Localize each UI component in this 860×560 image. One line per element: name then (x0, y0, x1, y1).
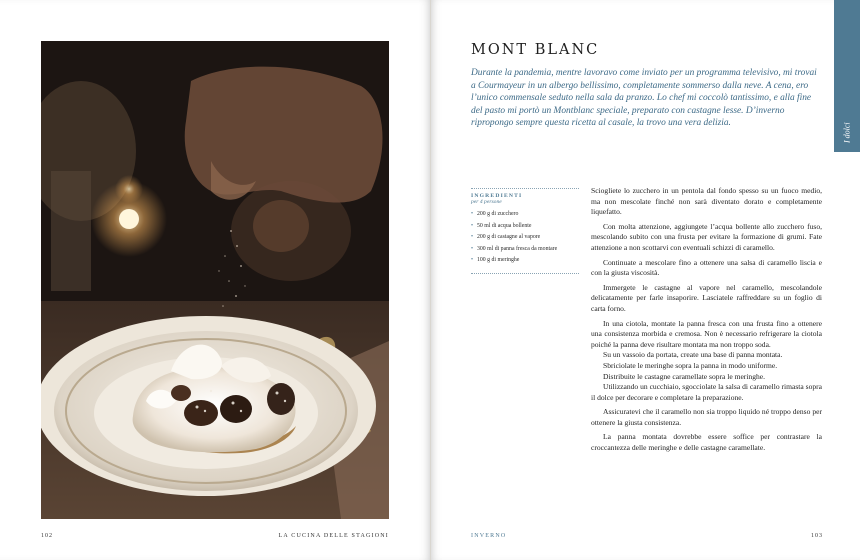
method-step: Assicuratevi che il caramello non sia troppo liquido né troppo denso per ottenere la giusta consistenza. (591, 407, 822, 427)
ingredients-list (471, 209, 579, 267)
right-page (431, 0, 860, 560)
method-step: Utilizzando un cucchiaio, sgocciolate la salsa di caramello rimasta sopra il dolce per decorare e completare la preparazione. (591, 382, 822, 402)
method-step: La panna montata dovrebbe essere soffice per contrastare la croccantezza delle meringhe e delle castagne caramellate. (591, 432, 822, 453)
method-text (591, 186, 822, 454)
recipe-intro: Durante la pandemia, mentre lavoravo come inviato per un programma televisivo, mi trovai a Courmayeur in un albergo bellissimo, completamente sommerso dalla neve. A cena, ero l’unico commensale seduto nella sala da pranzo. Lo chef mi coccolò tantissimo, e alla fine del pasto mi portò un Montblanc speciale, preparato con castagne lesse. D’inverno ripropongo sempre questa ricetta al casale, la trovo una vera delizia. (471, 68, 817, 129)
dessert-photo-illustration (41, 41, 389, 519)
running-title: LA CUCINA DELLE STAGIONI (278, 533, 389, 539)
left-folio (41, 533, 389, 545)
method-step: Su un vassoio da portata, create una base di panna montata. (603, 350, 783, 360)
ingredient-item: • 100 g di meringhe (471, 257, 520, 264)
ingredient-item: • 300 ml di panna fresca da montare (471, 245, 558, 252)
ingredient-item: • 200 g di zucchero (471, 211, 519, 217)
chapter-tab (834, 0, 860, 152)
ingredient-item: • 200 g di castagne al vapore (471, 234, 541, 241)
method-step: Continuate a mescolare fino a ottenere una salsa di caramello liscia e con la giusta viscosità. (591, 257, 822, 278)
ingredients-serves: per 4 persone (471, 199, 502, 205)
method-step: In una ciotola, montate la panna fresca con una frusta fino a ottenere una consistenza morbida e cremosa. Non è necessario refrigerare la ciotola poiché la panna deve risultare montata ma non troppo soda. (591, 318, 822, 349)
ingredients-heading: INGREDIENTI (471, 193, 523, 199)
method-step: Immergete le castagne al vapore nel caramello, mescolandole delicatamente per farle insaporire. Lasciatele raffreddare su un foglio di carta forno. (591, 282, 822, 313)
ingredient-item: • 50 ml di acqua bollente (471, 222, 532, 229)
right-folio (471, 533, 823, 545)
recipe-title: MONT BLANC (471, 42, 600, 58)
method-step: Distribuite le castagne caramellate sopra le meringhe. (603, 371, 765, 381)
method-step: Sciogliete lo zucchero in un pentola dal fondo spesso su un fuoco medio, ma non mescolate finché non sarà diventato dorato e completamente liquefatto. (591, 186, 822, 217)
method-step: Con molta attenzione, aggiungete l’acqua bollente allo zucchero fuso, mescolando subito con una frusta per evitare la formazione di grumi. Fate attenzione a non scottarvi con eventuali schizzi di caramello. (591, 221, 822, 252)
chapter-tab-label: I dolci (842, 122, 852, 144)
dessert-photo (41, 41, 389, 519)
section-footer: INVERNO (471, 533, 507, 539)
ingredients-box (471, 188, 579, 274)
left-page-number: 102 (41, 533, 53, 539)
method-step: Sbriciolate le meringhe sopra la panna in modo uniforme. (603, 360, 778, 370)
right-page-number: 103 (811, 533, 823, 539)
